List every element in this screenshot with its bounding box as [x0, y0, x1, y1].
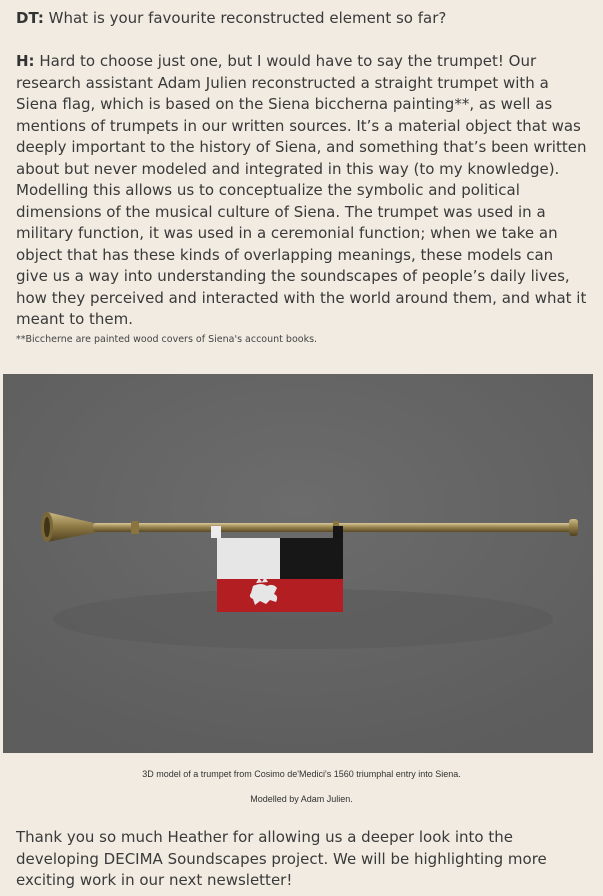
figure-caption-line1: 3D model of a trumpet from Cosimo de'Medici's 1560 triumphal entry into Siena.	[142, 769, 461, 779]
footnote: **Biccherne are painted wood covers of Siena's account books.	[16, 334, 318, 345]
question-speaker: DT:	[16, 9, 44, 27]
answer-speaker: H:	[16, 52, 35, 70]
trumpet-model-image	[3, 374, 593, 753]
interview-question	[16, 8, 588, 30]
interview-answer	[16, 51, 588, 331]
answer-text: Hard to choose just one, but I would have to say the trumpet! Our research assistant Adam Julien reconstructed a straight trumpet with a Siena flag, which is based on the Siena biccherna painting**, as well as mentions of trumpets in our written sources. It’s a material object that was deeply important to the history of Siena, and something that’s been written about but never modeled and integrated in this way (to my knowledge). Modelling this allows us to conceptualize the symbolic and political dimensions of the musical culture of Siena. The trumpet was used in a military function, it was used in a ceremonial function; when we take an object that has these kinds of overlapping meanings, these models can give us a way into understanding the soundscapes of people’s daily lives, how they perceived and interacted with the world around them, and what it meant to them.	[16, 52, 587, 328]
trumpet-illustration	[3, 374, 593, 753]
closing-paragraph: Thank you so much Heather for allowing us a deeper look into the developing DECIMA Soundscapes project. We will be highlighting more exciting work in our next newsletter!	[16, 828, 547, 889]
figure-caption-line2: Modelled by Adam Julien.	[250, 794, 353, 804]
question-text: What is your favourite reconstructed element so far?	[48, 9, 447, 27]
siena-flag	[211, 526, 343, 612]
